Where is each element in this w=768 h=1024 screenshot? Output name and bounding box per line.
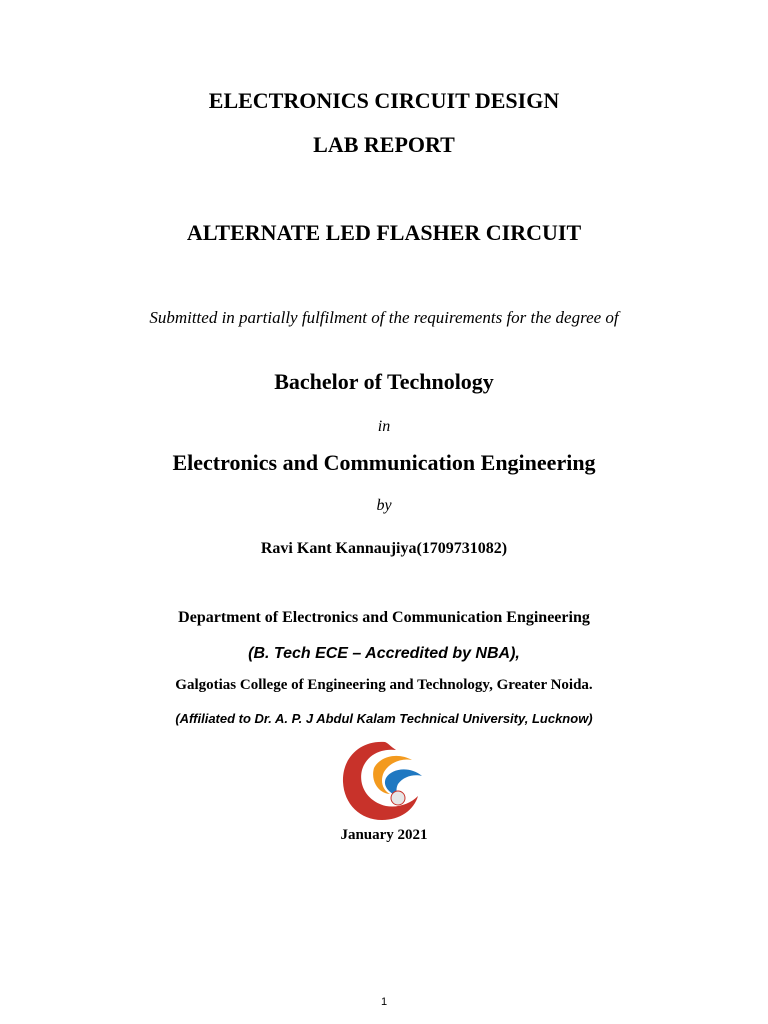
accreditation-note: (B. Tech ECE – Accredited by NBA), bbox=[248, 645, 520, 662]
course-title: ELECTRONICS CIRCUIT DESIGN bbox=[208, 88, 560, 113]
report-date: January 2021 bbox=[340, 827, 428, 843]
degree-name: Bachelor of Technology bbox=[274, 369, 494, 394]
submission-note: Submitted in partially fulfilment of the requirements for the degree of bbox=[149, 308, 619, 327]
college-name: Galgotias College of Engineering and Technology, Greater Noida. bbox=[175, 677, 593, 693]
college-logo-icon bbox=[340, 740, 426, 822]
author-name: Ravi Kant Kannaujiya(1709731082) bbox=[260, 540, 508, 557]
branch-name: Electronics and Communication Engineering bbox=[172, 450, 596, 475]
page-number: 1 bbox=[380, 996, 388, 1008]
by-connector: by bbox=[376, 497, 392, 514]
project-title: ALTERNATE LED FLASHER CIRCUIT bbox=[186, 220, 582, 245]
report-type: LAB REPORT bbox=[313, 132, 455, 157]
department-name: Department of Electronics and Communication Engineering bbox=[178, 609, 590, 626]
in-connector: in bbox=[377, 418, 391, 435]
affiliation-note: (Affiliated to Dr. A. P. J Abdul Kalam Technical University, Lucknow) bbox=[175, 711, 593, 726]
